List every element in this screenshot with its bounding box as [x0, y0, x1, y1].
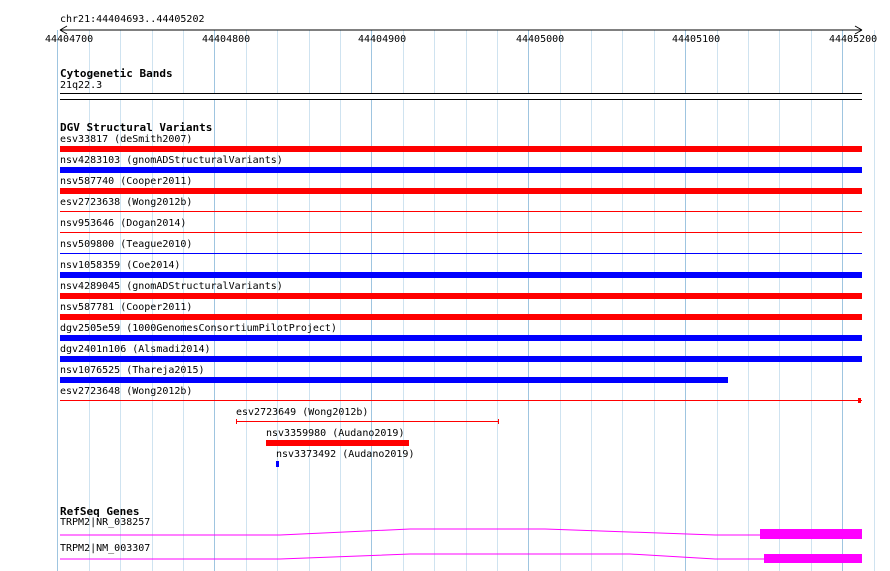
dgv-feature-label: esv2723638 (Wong2012b)	[60, 197, 193, 208]
dgv-feature-bar[interactable]	[276, 461, 279, 467]
dgv-feature-label: nsv509800 (Teague2010)	[60, 239, 193, 250]
dgv-feature-label: dgv2401n106 (Alsmadi2014)	[60, 344, 211, 355]
dgv-feature-label: nsv1076525 (Thareja2015)	[60, 365, 205, 376]
ruler-position-label: chr21:44404693..44405202	[60, 14, 205, 25]
dgv-feature-label: nsv4283103 (gnomADStructuralVariants)	[60, 155, 283, 166]
dgv-feature-label: nsv1058359 (Coe2014)	[60, 260, 181, 271]
dgv-feature-label: nsv587781 (Cooper2011)	[60, 302, 193, 313]
dgv-feature-bar[interactable]	[60, 356, 862, 362]
dgv-feature-bar[interactable]	[60, 146, 862, 152]
dgv-feature-label: nsv953646 (Dogan2014)	[60, 218, 187, 229]
gene-model[interactable]	[0, 550, 890, 566]
dgv-feature-bar[interactable]	[60, 167, 862, 173]
dgv-feature-bar[interactable]	[60, 253, 862, 254]
dgv-feature-label: nsv587740 (Cooper2011)	[60, 176, 193, 187]
dgv-feature-label: nsv3359980 (Audano2019)	[266, 428, 405, 439]
dgv-feature-bar[interactable]	[266, 440, 409, 446]
gene-label: TRPM2|NR_038257	[60, 517, 151, 528]
dgv-feature-label: esv2723648 (Wong2012b)	[60, 386, 193, 397]
ruler-tick-label: 44404900	[358, 34, 407, 45]
track-title-cytoband: Cytogenetic Bands	[60, 67, 173, 80]
gene-model[interactable]	[0, 526, 890, 542]
track-title-refseq: RefSeq Genes	[60, 505, 140, 518]
dgv-feature-bar[interactable]	[60, 188, 862, 194]
ruler-tick-label: 44405100	[672, 34, 721, 45]
ruler-tick-label: 44405200	[829, 34, 878, 45]
dgv-feature-bar[interactable]	[60, 211, 862, 212]
dgv-feature-bar[interactable]	[60, 232, 862, 233]
ruler-tick-label: 44404700	[45, 34, 94, 45]
dgv-feature-label: dgv2505e59 (1000GenomesConsortiumPilotProject)	[60, 323, 337, 334]
track-title-dgv: DGV Structural Variants	[60, 121, 213, 134]
dgv-feature-bar[interactable]	[60, 335, 862, 341]
dgv-feature-label: nsv4289045 (gnomADStructuralVariants)	[60, 281, 283, 292]
dgv-feature-end-tick	[498, 419, 499, 424]
dgv-feature-end-tick	[236, 419, 237, 424]
dgv-feature-bar[interactable]	[60, 293, 862, 299]
cytoband-bar[interactable]	[60, 93, 862, 100]
ruler-tick-label: 44405000	[516, 34, 565, 45]
dgv-feature-bar[interactable]	[60, 377, 728, 383]
ruler-axis	[0, 24, 890, 38]
dgv-feature-label: nsv3373492 (Audano2019)	[276, 449, 415, 460]
dgv-feature-bar[interactable]	[60, 272, 862, 278]
dgv-feature-bar[interactable]	[60, 400, 862, 401]
dgv-feature-label: esv33817 (deSmith2007)	[60, 134, 193, 145]
gene-label: TRPM2|NM_003307	[60, 543, 151, 554]
dgv-feature-end-tick	[858, 398, 861, 403]
dgv-feature-bar[interactable]	[60, 314, 862, 320]
dgv-feature-label: esv2723649 (Wong2012b)	[236, 407, 369, 418]
dgv-feature-bar[interactable]	[236, 421, 499, 422]
ruler-tick-label: 44404800	[202, 34, 251, 45]
cytoband-label: 21q22.3	[60, 80, 103, 91]
